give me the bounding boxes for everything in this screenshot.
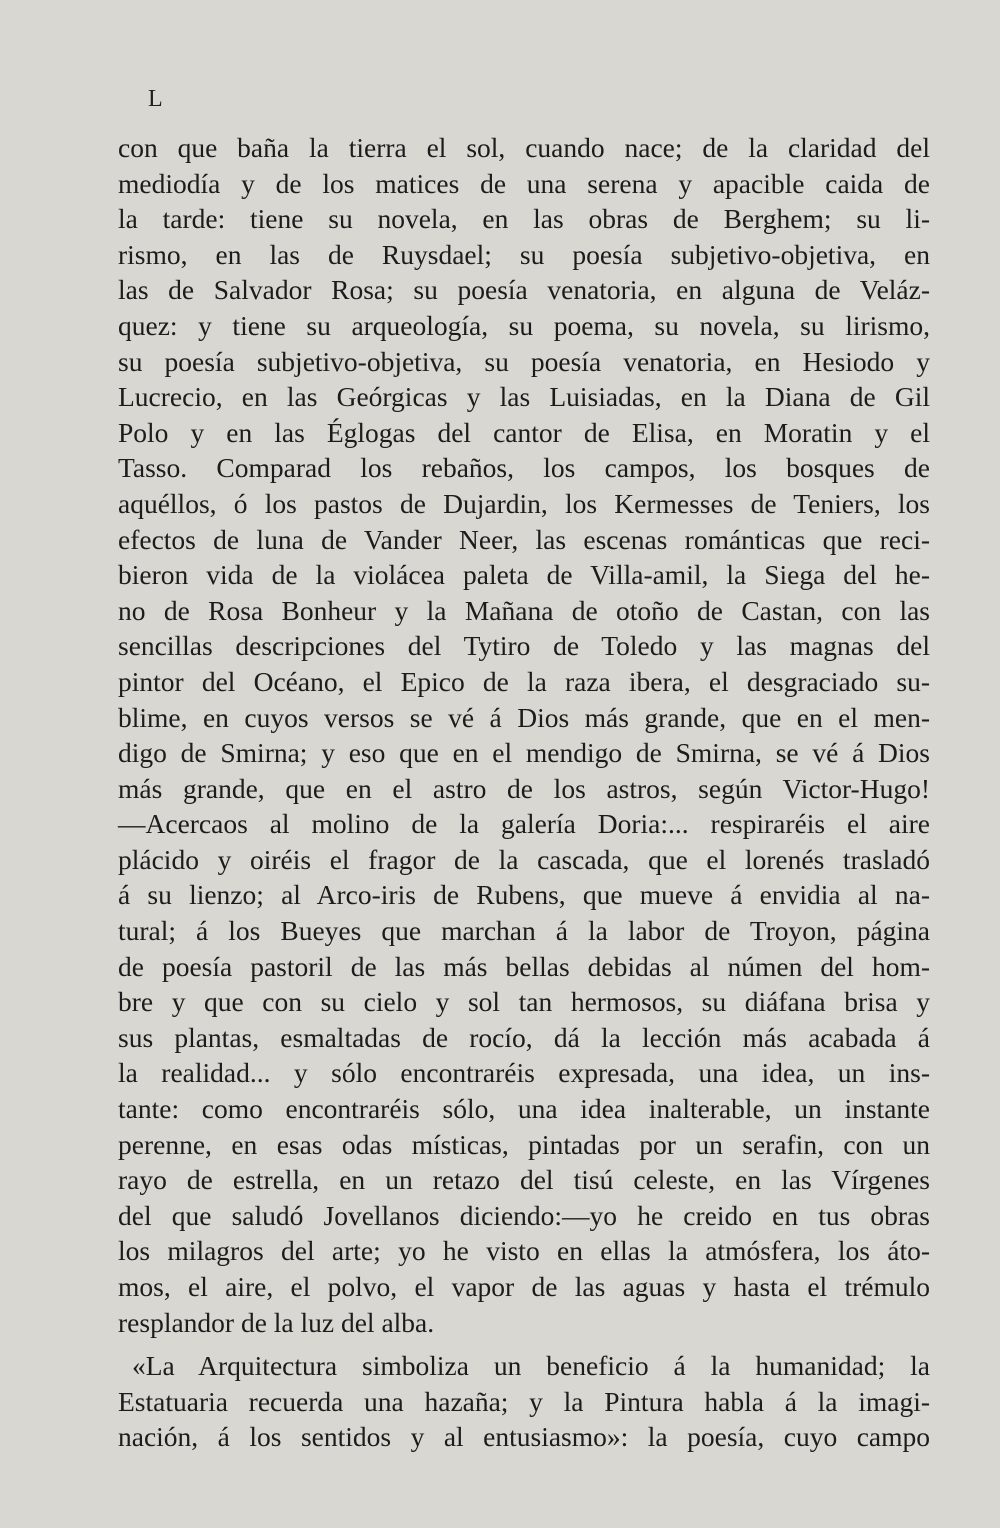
text-line: quez: y tiene su arqueología, su poema, su novela, su lirismo, (118, 309, 930, 341)
text-line: efectos de luna de Vander Neer, las escenas románticas que reci- (118, 523, 930, 555)
text-line: plácido y oiréis el fragor de la cascada, que el lorenés trasladó (118, 843, 930, 875)
text-line: aquéllos, ó los pastos de Dujardin, los Kermesses de Teniers, los (118, 487, 930, 519)
text-line: á su lienzo; al Arco-iris de Rubens, que mueve á envidia al na- (118, 879, 930, 911)
text-line: Tasso. Comparad los rebaños, los campos, los bosques de (118, 452, 930, 484)
text-line: los milagros del arte; yo he visto en ellas la atmósfera, los áto- (118, 1235, 930, 1267)
text-line: mos, el aire, el polvo, el vapor de las aguas y hasta el trémulo (118, 1271, 930, 1302)
page-number: L (148, 86, 163, 112)
body-text (118, 130, 930, 1455)
text-line: blime, en cuyos versos se vé á Dios más grande, que en el men- (118, 701, 930, 733)
text-line: con que baña la tierra el sol, cuando nace; de la claridad del (118, 132, 930, 163)
text-line: de poesía pastoril de las más bellas debidas al númen del hom- (118, 950, 930, 982)
text-line: tante: como encontraréis sólo, una idea inalterable, un instante (118, 1093, 930, 1125)
text-line: rismo, en las de Ruysdael; su poesía subjetivo-objetiva, en (118, 238, 930, 270)
text-line: rayo de estrella, en un retazo del tisú celeste, en las Vírgenes (118, 1164, 930, 1196)
text-line: «La Arquitectura simboliza un beneficio á la humanidad; la (132, 1350, 930, 1382)
text-line: mediodía y de los matices de una serena y apacible caida de (118, 167, 930, 199)
text-line: Polo y en las Églogas del cantor de Elisa, en Moratin y el (118, 416, 930, 448)
text-line: Lucrecio, en las Geórgicas y las Luisiadas, en la Diana de Gil (118, 381, 930, 413)
text-line: nación, á los sentidos y al entusiasmo»: la poesía, cuyo campo (118, 1421, 930, 1453)
text-line: sencillas descripciones del Tytiro de Toledo y las magnas del (118, 630, 930, 662)
text-line: bre y que con su cielo y sol tan hermosos, su diáfana brisa y (118, 986, 930, 1018)
text-line: sus plantas, esmaltadas de rocío, dá la lección más acabada á (118, 1021, 930, 1053)
text-line: su poesía subjetivo-objetiva, su poesía venatoria, en Hesiodo y (118, 345, 930, 377)
text-line: digo de Smirna; y eso que en el mendigo de Smirna, se vé á Dios (118, 737, 930, 769)
text-line: más grande, que en el astro de los astros, según Victor-Hugo! (118, 772, 930, 804)
text-line: resplandor de la luz del alba. (118, 1306, 435, 1338)
text-line: pintor del Océano, el Epico de la raza ibera, el desgraciado su- (118, 665, 930, 697)
text-line: del que saludó Jovellanos diciendo:—yo he creido en tus obras (118, 1199, 930, 1231)
text-line: la realidad... y sólo encontraréis expresada, una idea, un ins- (118, 1057, 930, 1089)
text-line: la tarde: tiene su novela, en las obras de Berghem; su li- (118, 203, 930, 235)
text-line: Estatuaria recuerda una hazaña; y la Pintura habla á la imagi- (118, 1385, 930, 1417)
text-line: bieron vida de la violácea paleta de Villa-amil, la Siega del he- (118, 559, 930, 591)
text-line: tural; á los Bueyes que marchan á la labor de Troyon, página (118, 915, 930, 947)
text-line: no de Rosa Bonheur y la Mañana de otoño de Castan, con las (118, 594, 930, 626)
text-line: —Acercaos al molino de la galería Doria:... respiraréis el aire (118, 808, 930, 840)
text-line: perenne, en esas odas místicas, pintadas por un serafin, con un (118, 1128, 930, 1160)
text-line: las de Salvador Rosa; su poesía venatoria, en alguna de Veláz- (118, 274, 930, 306)
